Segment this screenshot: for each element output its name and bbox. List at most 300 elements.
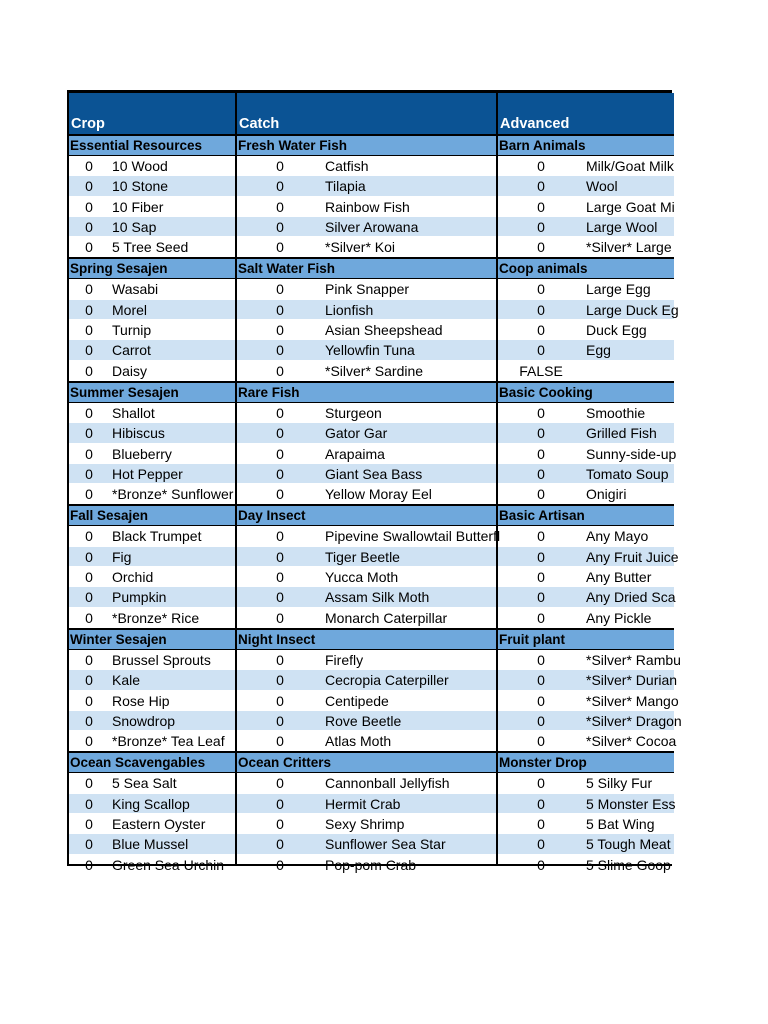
- item-row: [498, 650, 681, 670]
- bundle-checklist-sheet: [67, 90, 682, 873]
- item-row: [237, 567, 496, 587]
- item-row: [237, 587, 496, 607]
- item-row: [498, 773, 674, 793]
- group-title: Coop animals: [498, 259, 674, 279]
- item-row: [498, 444, 677, 464]
- item-name: Any Dried Sca: [586, 589, 676, 606]
- item-count[interactable]: 0: [276, 589, 284, 606]
- column-header: Catch: [237, 93, 496, 134]
- item-name: Brussel Sprouts: [112, 651, 211, 668]
- item-row: [69, 691, 235, 711]
- item-row: [69, 587, 235, 607]
- item-row: [498, 403, 674, 423]
- item-count[interactable]: 0: [537, 775, 545, 792]
- bundle-group: [498, 504, 679, 627]
- item-row: [69, 403, 235, 423]
- item-row: [498, 217, 674, 237]
- item-row: [237, 197, 496, 217]
- item-name: Cannonball Jellyfish: [325, 775, 450, 792]
- group-title: Monster Drop: [498, 753, 674, 773]
- item-row: [237, 320, 496, 340]
- item-row: [237, 834, 496, 854]
- item-count[interactable]: 0: [85, 856, 93, 873]
- item-name: Catfish: [325, 158, 369, 174]
- group-title: Fall Sesajen: [69, 506, 235, 526]
- item-row: [237, 279, 496, 299]
- item-name: Cecropia Caterpiller: [325, 672, 449, 689]
- item-row: [69, 423, 235, 443]
- item-count[interactable]: 0: [276, 528, 284, 545]
- item-count[interactable]: 0: [537, 528, 545, 545]
- column-catch: [237, 93, 501, 873]
- item-row: [69, 814, 235, 834]
- item-count[interactable]: 0: [276, 445, 284, 462]
- item-count[interactable]: 0: [537, 158, 545, 174]
- item-row: [498, 237, 674, 257]
- item-count[interactable]: 0: [85, 733, 93, 750]
- item-name: Fig: [112, 548, 132, 565]
- item-row: [498, 814, 674, 834]
- item-row: [237, 794, 496, 814]
- item-row: [498, 279, 674, 299]
- item-row: [498, 691, 679, 711]
- item-name: Shallot: [112, 404, 155, 421]
- item-row: [237, 403, 496, 423]
- item-count[interactable]: 0: [85, 425, 93, 442]
- item-name: *Silver* Cocoa: [586, 733, 677, 750]
- item-count[interactable]: 0: [85, 158, 93, 174]
- item-count[interactable]: 0: [85, 465, 93, 482]
- item-count[interactable]: 0: [85, 486, 93, 503]
- item-count[interactable]: 0: [85, 362, 93, 379]
- item-row: [237, 814, 496, 834]
- item-count[interactable]: 0: [276, 836, 284, 853]
- item-count[interactable]: 0: [85, 569, 93, 586]
- item-count[interactable]: 0: [85, 404, 93, 421]
- item-row: [498, 794, 674, 814]
- item-count[interactable]: 0: [85, 178, 93, 195]
- item-name: Large Duck Eg: [586, 301, 679, 318]
- group-title: Basic Cooking: [498, 383, 674, 403]
- item-name: Arapaima: [325, 445, 385, 462]
- item-row: [69, 300, 235, 320]
- item-name: Tilapia: [325, 178, 366, 195]
- item-name: 5 Bat Wing: [586, 816, 655, 833]
- item-row: [69, 237, 235, 257]
- item-count[interactable]: 0: [85, 445, 93, 462]
- item-count[interactable]: 0: [537, 486, 545, 503]
- item-name: *Silver* Koi: [325, 239, 396, 256]
- item-name: Daisy: [112, 362, 148, 379]
- item-row: [69, 444, 235, 464]
- item-count[interactable]: 0: [85, 672, 93, 689]
- item-name: Monarch Caterpillar: [325, 609, 448, 626]
- item-count[interactable]: 0: [85, 528, 93, 545]
- item-row: [69, 834, 235, 854]
- item-row: [69, 773, 235, 793]
- item-row: [237, 300, 496, 320]
- item-name: Yellow Moray Eel: [325, 486, 432, 503]
- group-title: Day Insect: [237, 506, 496, 526]
- item-count[interactable]: 0: [537, 609, 545, 626]
- bundle-group: [237, 381, 496, 504]
- item-name: Carrot: [112, 342, 151, 359]
- item-name: Pink Snapper: [325, 281, 410, 298]
- item-count[interactable]: 0: [85, 239, 93, 256]
- item-row: [237, 670, 496, 690]
- item-name: Any Pickle: [586, 609, 652, 626]
- item-row: [498, 587, 674, 607]
- bundle-group: [498, 381, 677, 504]
- column-body: [237, 134, 501, 875]
- item-count[interactable]: 0: [276, 322, 284, 339]
- column-crop: [69, 93, 237, 873]
- item-name: Large Wool: [586, 218, 658, 235]
- item-row: [498, 855, 674, 875]
- item-name: Wool: [586, 178, 618, 195]
- item-count[interactable]: 0: [276, 486, 284, 503]
- item-name: Pipevine Swallowtail Butterfl: [325, 528, 501, 545]
- item-name: Large Egg: [586, 281, 651, 298]
- item-row: [237, 773, 496, 793]
- item-row: [237, 731, 496, 751]
- item-count[interactable]: 0: [276, 198, 284, 215]
- item-count[interactable]: 0: [537, 218, 545, 235]
- item-name: Any Butter: [586, 569, 652, 586]
- bundle-group: [69, 751, 235, 874]
- item-count[interactable]: 0: [537, 712, 545, 729]
- bundle-group: [498, 751, 674, 874]
- item-name: Any Fruit Juice: [586, 548, 679, 565]
- item-row: [69, 670, 235, 690]
- item-count[interactable]: 0: [276, 425, 284, 442]
- column-body: [69, 134, 235, 875]
- item-row: [69, 794, 235, 814]
- item-name: Centipede: [325, 692, 389, 709]
- item-name: 10 Sap: [112, 218, 157, 235]
- item-count[interactable]: 0: [276, 301, 284, 318]
- item-name: *Bronze* Rice: [112, 609, 200, 626]
- item-name: *Silver* Large: [586, 239, 672, 256]
- item-count[interactable]: 0: [537, 651, 545, 668]
- item-count[interactable]: FALSE: [519, 362, 563, 379]
- item-count[interactable]: 0: [537, 425, 545, 442]
- item-count[interactable]: 0: [276, 281, 284, 298]
- item-name: *Bronze* Sunflower: [112, 486, 234, 503]
- item-name: Pumpkin: [112, 589, 167, 606]
- item-row: [69, 361, 235, 381]
- item-name: Rose Hip: [112, 692, 170, 709]
- item-row: [69, 340, 235, 360]
- group-title: Winter Sesajen: [69, 630, 235, 650]
- group-title: Night Insect: [237, 630, 496, 650]
- item-count[interactable]: 0: [276, 775, 284, 792]
- item-row: [498, 834, 674, 854]
- item-row: [498, 340, 674, 360]
- group-title: Fruit plant: [498, 630, 674, 650]
- item-row: [69, 650, 235, 670]
- item-row: [237, 340, 496, 360]
- item-count[interactable]: 0: [276, 672, 284, 689]
- item-row: [498, 464, 674, 484]
- item-row: [237, 650, 496, 670]
- bundle-group: [498, 134, 674, 257]
- item-name: Tiger Beetle: [325, 548, 400, 565]
- item-count[interactable]: 0: [537, 178, 545, 195]
- group-title: Essential Resources: [69, 136, 235, 156]
- item-row: [498, 608, 674, 628]
- item-count[interactable]: 0: [537, 836, 545, 853]
- item-row: [69, 855, 235, 875]
- item-row: [69, 197, 235, 217]
- item-row: [237, 691, 496, 711]
- item-row: [498, 526, 674, 546]
- item-count[interactable]: 0: [537, 281, 545, 298]
- item-name: Onigiri: [586, 486, 627, 503]
- column-header: Crop: [69, 93, 235, 134]
- item-row: [69, 464, 235, 484]
- item-count[interactable]: 0: [85, 775, 93, 792]
- item-name: Large Goat Mi: [586, 198, 675, 215]
- item-row: [498, 547, 679, 567]
- item-count[interactable]: 0: [85, 651, 93, 668]
- item-count[interactable]: 0: [276, 362, 284, 379]
- bundle-group: [237, 628, 496, 751]
- item-count[interactable]: 0: [537, 239, 545, 256]
- item-name: Giant Sea Bass: [325, 465, 423, 482]
- group-title: Salt Water Fish: [237, 259, 496, 279]
- item-name: Atlas Moth: [325, 733, 392, 750]
- item-count[interactable]: 0: [537, 733, 545, 750]
- item-row: [498, 361, 674, 381]
- item-count[interactable]: 0: [537, 301, 545, 318]
- item-name: Rainbow Fish: [325, 198, 410, 215]
- item-row: [237, 547, 496, 567]
- item-name: Blueberry: [112, 445, 172, 462]
- group-title: Ocean Scavengables: [69, 753, 235, 773]
- item-row: [69, 526, 235, 546]
- item-count[interactable]: 0: [537, 404, 545, 421]
- item-name: Sexy Shrimp: [325, 816, 405, 833]
- item-name: Hibiscus: [112, 425, 165, 442]
- item-count[interactable]: 0: [276, 548, 284, 565]
- item-name: Green Sea Urchin: [112, 856, 225, 873]
- item-count[interactable]: 0: [537, 589, 545, 606]
- item-row: [69, 176, 235, 196]
- item-name: Blue Mussel: [112, 836, 189, 853]
- item-count[interactable]: 0: [276, 692, 284, 709]
- group-title: Rare Fish: [237, 383, 496, 403]
- item-name: Hot Pepper: [112, 465, 183, 482]
- item-row: [69, 217, 235, 237]
- item-count[interactable]: 0: [85, 609, 93, 626]
- item-name: Rove Beetle: [325, 712, 402, 729]
- item-row: [498, 731, 677, 751]
- column-header: Advanced: [498, 93, 674, 134]
- item-count[interactable]: 0: [537, 816, 545, 833]
- item-name: Milk/Goat Milk: [586, 158, 674, 174]
- item-count[interactable]: 0: [276, 856, 284, 873]
- group-title: Ocean Critters: [237, 753, 496, 773]
- item-row: [69, 320, 235, 340]
- item-count[interactable]: 0: [276, 795, 284, 812]
- item-name: Morel: [112, 301, 148, 318]
- item-name: Assam Silk Moth: [325, 589, 430, 606]
- bundle-group: [69, 257, 235, 380]
- item-row: [237, 855, 496, 875]
- item-row: [498, 711, 682, 731]
- item-name: Yucca Moth: [325, 569, 399, 586]
- item-name: 5 Tough Meat: [586, 836, 671, 853]
- item-count[interactable]: 0: [537, 548, 545, 565]
- item-name: 5 Tree Seed: [112, 239, 189, 256]
- item-name: Sunflower Sea Star: [325, 836, 446, 853]
- item-count[interactable]: 0: [537, 342, 545, 359]
- item-name: *Silver* Sardine: [325, 362, 424, 379]
- item-row: [237, 176, 496, 196]
- item-name: Wasabi: [112, 281, 159, 298]
- bundle-group: [237, 134, 496, 257]
- item-name: 10 Fiber: [112, 198, 164, 215]
- group-title: Barn Animals: [498, 136, 674, 156]
- bundle-group: [237, 257, 496, 380]
- item-count[interactable]: 0: [85, 836, 93, 853]
- item-name: Eastern Oyster: [112, 816, 206, 833]
- item-count[interactable]: 0: [537, 856, 545, 873]
- bundle-group: [498, 257, 679, 380]
- item-row: [69, 484, 235, 504]
- item-row: [498, 176, 674, 196]
- bundle-group: [237, 504, 501, 627]
- column-body: [498, 134, 682, 875]
- bundle-group: [498, 628, 682, 751]
- item-row: [69, 547, 235, 567]
- item-count[interactable]: 0: [276, 712, 284, 729]
- bundle-group: [69, 504, 235, 627]
- item-row: [498, 567, 674, 587]
- item-count[interactable]: 0: [85, 589, 93, 606]
- item-count[interactable]: 0: [276, 733, 284, 750]
- item-name: 10 Wood: [112, 158, 168, 174]
- item-name: 10 Stone: [112, 178, 169, 195]
- item-name: Silver Arowana: [325, 218, 419, 235]
- item-name: Hermit Crab: [325, 795, 401, 812]
- item-row: [69, 567, 235, 587]
- item-count[interactable]: 0: [276, 178, 284, 195]
- item-name: Grilled Fish: [586, 425, 657, 442]
- item-count[interactable]: 0: [85, 218, 93, 235]
- item-name: Firefly: [325, 651, 364, 668]
- item-count[interactable]: 0: [85, 198, 93, 215]
- item-count[interactable]: 0: [537, 795, 545, 812]
- item-count[interactable]: 0: [537, 569, 545, 586]
- item-row: [69, 608, 235, 628]
- item-row: [237, 711, 496, 731]
- item-name: Turnip: [112, 322, 152, 339]
- item-name: Kale: [112, 672, 141, 689]
- item-count[interactable]: 0: [276, 569, 284, 586]
- item-count[interactable]: 0: [85, 301, 93, 318]
- item-name: Yellowfin Tuna: [325, 342, 415, 359]
- item-name: *Silver* Mango: [586, 692, 679, 709]
- item-name: *Silver* Rambu: [586, 651, 681, 668]
- item-row: [498, 156, 674, 176]
- item-count[interactable]: 0: [537, 445, 545, 462]
- item-count[interactable]: 0: [537, 692, 545, 709]
- item-name: 5 Slime Goop: [586, 856, 671, 873]
- bundle-group: [69, 628, 235, 751]
- item-count[interactable]: 0: [276, 342, 284, 359]
- group-title: Fresh Water Fish: [237, 136, 496, 156]
- item-name: Smoothie: [586, 404, 646, 421]
- item-count[interactable]: 0: [276, 816, 284, 833]
- item-row: [237, 361, 496, 381]
- item-name: Orchid: [112, 569, 154, 586]
- item-count[interactable]: 0: [537, 465, 545, 482]
- item-name: Tomato Soup: [586, 465, 669, 482]
- group-title: Spring Sesajen: [69, 259, 235, 279]
- item-count[interactable]: 0: [85, 795, 93, 812]
- item-row: [498, 670, 678, 690]
- item-count[interactable]: 0: [537, 322, 545, 339]
- item-count[interactable]: 0: [85, 342, 93, 359]
- item-row: [237, 444, 496, 464]
- item-row: [498, 423, 674, 443]
- item-name: Egg: [586, 342, 611, 359]
- item-row: [498, 300, 679, 320]
- item-name: King Scallop: [112, 795, 190, 812]
- group-title: Summer Sesajen: [69, 383, 235, 403]
- item-row: [69, 731, 235, 751]
- item-count[interactable]: 0: [276, 158, 284, 174]
- item-count[interactable]: 0: [276, 218, 284, 235]
- item-name: *Silver* Dragon: [586, 712, 682, 729]
- item-row: [237, 608, 496, 628]
- item-name: *Silver* Durian: [586, 672, 678, 689]
- item-count[interactable]: 0: [276, 404, 284, 421]
- item-row: [498, 484, 674, 504]
- item-count[interactable]: 0: [276, 465, 284, 482]
- item-row: [237, 526, 501, 546]
- item-count[interactable]: 0: [85, 322, 93, 339]
- item-count[interactable]: 0: [85, 712, 93, 729]
- item-count[interactable]: 0: [85, 816, 93, 833]
- item-row: [237, 237, 496, 257]
- item-row: [237, 484, 496, 504]
- item-name: Black Trumpet: [112, 528, 202, 545]
- item-count[interactable]: 0: [276, 609, 284, 626]
- item-count[interactable]: 0: [537, 198, 545, 215]
- item-count[interactable]: 0: [276, 239, 284, 256]
- item-row: [69, 279, 235, 299]
- item-count[interactable]: 0: [85, 281, 93, 298]
- bundle-group: [69, 381, 235, 504]
- item-name: 5 Sea Salt: [112, 775, 177, 792]
- group-title: Basic Artisan: [498, 506, 674, 526]
- item-count[interactable]: 0: [85, 548, 93, 565]
- item-count[interactable]: 0: [85, 692, 93, 709]
- item-row: [237, 464, 496, 484]
- item-name: Gator Gar: [325, 425, 388, 442]
- item-count[interactable]: 0: [276, 651, 284, 668]
- item-count[interactable]: 0: [537, 672, 545, 689]
- item-row: [498, 197, 674, 217]
- item-name: 5 Silky Fur: [586, 775, 653, 792]
- item-row: [69, 156, 235, 176]
- item-name: Any Mayo: [586, 528, 649, 545]
- item-row: [237, 217, 496, 237]
- item-name: Pop-pom Crab: [325, 856, 417, 873]
